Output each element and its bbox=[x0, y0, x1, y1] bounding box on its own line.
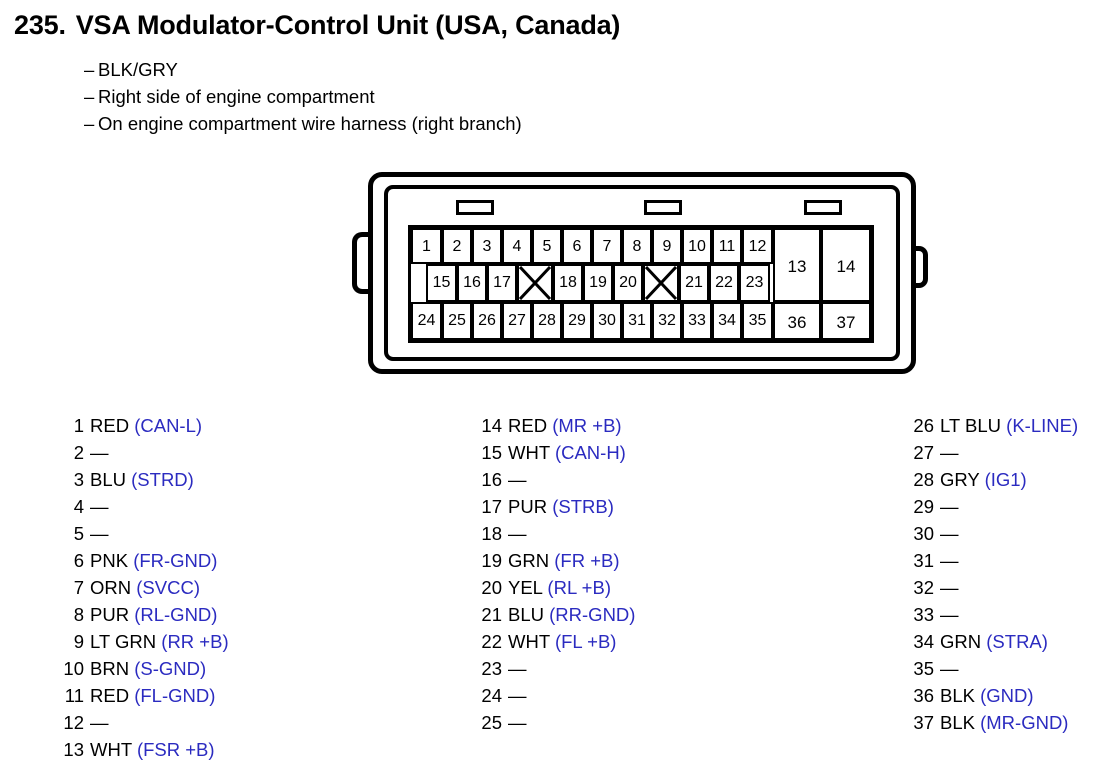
pin-list-item bbox=[58, 682, 229, 709]
pin-cell: 26 bbox=[472, 302, 502, 340]
pin-wire-color: — bbox=[90, 496, 109, 517]
pin-signal: (MR +B) bbox=[552, 415, 622, 436]
pin-cell: 6 bbox=[562, 228, 592, 264]
pin-cell-large: 36 bbox=[773, 302, 821, 340]
pin-cell: 17 bbox=[487, 264, 517, 302]
pin-cell-large: 13 bbox=[773, 228, 821, 302]
pin-cell: 34 bbox=[712, 302, 742, 340]
pin-list-item bbox=[58, 439, 229, 466]
pin-list-item bbox=[58, 412, 229, 439]
pin-cell: 10 bbox=[682, 228, 712, 264]
pin-wire-color: BLU bbox=[508, 604, 544, 625]
pin-list-item bbox=[58, 736, 229, 763]
pin-wire-color: BRN bbox=[90, 658, 130, 679]
pin-cell: 5 bbox=[532, 228, 562, 264]
page-title bbox=[14, 10, 620, 41]
pin-wire-color: — bbox=[508, 469, 527, 490]
pin-number: 9 bbox=[73, 631, 84, 652]
pin-wire-color: — bbox=[940, 577, 959, 598]
connector-notch bbox=[804, 200, 842, 215]
pin-list-item bbox=[908, 547, 1078, 574]
pin-list-item bbox=[58, 655, 229, 682]
pin-number: 15 bbox=[481, 442, 502, 463]
pin-signal: (RR +B) bbox=[161, 631, 229, 652]
pin-list-item bbox=[476, 412, 635, 439]
pin-signal: (S-GND) bbox=[134, 658, 207, 679]
pin-list-item bbox=[58, 628, 229, 655]
pin-wire-color: RED bbox=[90, 415, 130, 436]
pin-cell: 32 bbox=[652, 302, 682, 340]
pin-list-item bbox=[908, 709, 1078, 736]
pin-wire-color: — bbox=[508, 523, 527, 544]
pin-number: 6 bbox=[73, 550, 84, 571]
pin-cell: 35 bbox=[742, 302, 773, 340]
pin-wire-color: LT BLU bbox=[940, 415, 1002, 436]
pin-list-item bbox=[476, 628, 635, 655]
pin-list-item bbox=[58, 520, 229, 547]
pin-signal: (CAN-H) bbox=[554, 442, 626, 463]
pin-signal: (STRB) bbox=[552, 496, 614, 517]
pin-cell: 30 bbox=[592, 302, 622, 340]
pin-number: 16 bbox=[481, 469, 502, 490]
pin-number: 7 bbox=[73, 577, 84, 598]
pin-number: 30 bbox=[913, 523, 934, 544]
dash-glyph: – bbox=[84, 59, 95, 80]
pin-number: 27 bbox=[913, 442, 934, 463]
pin-number: 22 bbox=[481, 631, 502, 652]
pin-list-item bbox=[908, 466, 1078, 493]
pin-number: 28 bbox=[913, 469, 934, 490]
pin-list-item bbox=[476, 466, 635, 493]
pin-wire-color: — bbox=[940, 523, 959, 544]
pin-list-item bbox=[58, 601, 229, 628]
pin-number: 26 bbox=[913, 415, 934, 436]
pin-list-item bbox=[908, 628, 1078, 655]
pin-wire-color: RED bbox=[90, 685, 130, 706]
pin-wire-color: YEL bbox=[508, 577, 543, 598]
pin-number: 23 bbox=[481, 658, 502, 679]
pin-number: 17 bbox=[481, 496, 502, 517]
pin-wire-color: PUR bbox=[90, 604, 130, 625]
pin-wire-color: GRN bbox=[508, 550, 550, 571]
pin-wire-color: — bbox=[940, 442, 959, 463]
pin-number: 4 bbox=[73, 496, 84, 517]
pin-number: 24 bbox=[481, 685, 502, 706]
pin-list-item bbox=[58, 547, 229, 574]
pin-cell-large: 37 bbox=[821, 302, 871, 340]
pin-cell: 15 bbox=[426, 264, 457, 302]
pin-list-item bbox=[908, 601, 1078, 628]
pin-wire-color: — bbox=[508, 712, 527, 733]
pin-cell: 3 bbox=[472, 228, 502, 264]
pin-signal: (FL +B) bbox=[554, 631, 617, 652]
page-title-text: VSA Modulator-Control Unit (USA, Canada) bbox=[75, 10, 621, 40]
pin-cell: 19 bbox=[583, 264, 613, 302]
pin-signal: (GND) bbox=[980, 685, 1034, 706]
pin-signal: (CAN-L) bbox=[134, 415, 203, 436]
note-item bbox=[84, 110, 522, 137]
pin-cell-blocked bbox=[643, 264, 679, 302]
pin-cell: 1 bbox=[411, 228, 442, 264]
pin-wire-color: BLK bbox=[940, 685, 975, 706]
pin-list-item bbox=[58, 709, 229, 736]
pin-list-item bbox=[908, 682, 1078, 709]
pin-list-item bbox=[58, 574, 229, 601]
pin-grid bbox=[408, 225, 874, 343]
pin-signal: (FR-GND) bbox=[133, 550, 218, 571]
pin-number: 25 bbox=[481, 712, 502, 733]
pin-signal: (FL-GND) bbox=[134, 685, 216, 706]
pin-number: 11 bbox=[64, 685, 84, 706]
pin-signal: (SVCC) bbox=[136, 577, 200, 598]
notes-list bbox=[84, 56, 522, 137]
pin-cell: 24 bbox=[411, 302, 442, 340]
pin-list-item bbox=[908, 574, 1078, 601]
pin-cell: 7 bbox=[592, 228, 622, 264]
pin-wire-color: — bbox=[90, 523, 109, 544]
pin-cell: 22 bbox=[709, 264, 739, 302]
pin-cell: 23 bbox=[739, 264, 770, 302]
note-text: BLK/GRY bbox=[98, 59, 178, 80]
pin-number: 2 bbox=[73, 442, 84, 463]
pin-number: 10 bbox=[63, 658, 84, 679]
pin-wire-color: ORN bbox=[90, 577, 132, 598]
pin-list-item bbox=[908, 412, 1078, 439]
connector-diagram bbox=[352, 172, 932, 377]
pin-cell: 2 bbox=[442, 228, 472, 264]
connector-notch bbox=[644, 200, 682, 215]
page-title-number: 235. bbox=[14, 10, 66, 40]
pin-list-item bbox=[476, 709, 635, 736]
pin-wire-color: — bbox=[940, 550, 959, 571]
note-text: Right side of engine compartment bbox=[98, 86, 375, 107]
pin-cell: 11 bbox=[712, 228, 742, 264]
pin-cell: 20 bbox=[613, 264, 643, 302]
pin-cell: 21 bbox=[679, 264, 709, 302]
connector-notch bbox=[456, 200, 494, 215]
pin-wire-color: WHT bbox=[90, 739, 132, 760]
pin-cell: 29 bbox=[562, 302, 592, 340]
pin-list-item bbox=[908, 520, 1078, 547]
pin-wire-color: PUR bbox=[508, 496, 548, 517]
pin-number: 5 bbox=[73, 523, 84, 544]
pin-number: 19 bbox=[481, 550, 502, 571]
pin-list-item bbox=[476, 655, 635, 682]
pin-cell: 12 bbox=[742, 228, 773, 264]
pin-number: 33 bbox=[913, 604, 934, 625]
pin-cell: 4 bbox=[502, 228, 532, 264]
pin-cell: 28 bbox=[532, 302, 562, 340]
pin-list-column-2 bbox=[476, 412, 635, 736]
pin-list-item bbox=[476, 574, 635, 601]
pin-signal: (RL +B) bbox=[547, 577, 611, 598]
pin-number: 1 bbox=[73, 415, 84, 436]
pin-number: 12 bbox=[63, 712, 84, 733]
pin-wire-color: GRN bbox=[940, 631, 982, 652]
pin-wire-color: — bbox=[90, 712, 109, 733]
pin-number: 8 bbox=[73, 604, 84, 625]
pin-list-column-1 bbox=[58, 412, 229, 763]
pin-signal: (IG1) bbox=[984, 469, 1027, 490]
pin-cell: 16 bbox=[457, 264, 487, 302]
pin-cell-blocked bbox=[517, 264, 553, 302]
pin-number: 13 bbox=[63, 739, 84, 760]
pin-list-item bbox=[476, 547, 635, 574]
pin-number: 31 bbox=[913, 550, 934, 571]
pin-list-item bbox=[58, 493, 229, 520]
pin-wire-color: — bbox=[508, 685, 527, 706]
pin-cell: 18 bbox=[553, 264, 583, 302]
pin-wire-color: — bbox=[940, 658, 959, 679]
dash-glyph: – bbox=[84, 113, 95, 134]
pin-cell: 33 bbox=[682, 302, 712, 340]
pin-wire-color: — bbox=[90, 442, 109, 463]
pin-number: 21 bbox=[481, 604, 502, 625]
pin-signal: (FSR +B) bbox=[136, 739, 215, 760]
pin-number: 34 bbox=[913, 631, 934, 652]
pin-number: 32 bbox=[913, 577, 934, 598]
pin-number: 18 bbox=[481, 523, 502, 544]
pin-cell: 9 bbox=[652, 228, 682, 264]
pin-wire-color: BLK bbox=[940, 712, 975, 733]
pin-wire-color: LT GRN bbox=[90, 631, 157, 652]
pin-list-item bbox=[476, 439, 635, 466]
pin-list-item bbox=[908, 439, 1078, 466]
pin-list-item bbox=[476, 601, 635, 628]
pin-list-item bbox=[476, 520, 635, 547]
pin-list-item bbox=[476, 493, 635, 520]
pin-wire-color: BLU bbox=[90, 469, 126, 490]
pin-cell-large: 14 bbox=[821, 228, 871, 302]
pin-list-item bbox=[908, 493, 1078, 520]
pin-wire-color: PNK bbox=[90, 550, 129, 571]
pin-list-column-3 bbox=[908, 412, 1078, 736]
note-item bbox=[84, 83, 522, 110]
pin-signal: (STRA) bbox=[986, 631, 1048, 652]
pin-wire-color: GRY bbox=[940, 469, 980, 490]
pin-wire-color: WHT bbox=[508, 442, 550, 463]
pin-signal: (RL-GND) bbox=[134, 604, 218, 625]
pin-number: 29 bbox=[913, 496, 934, 517]
note-item bbox=[84, 56, 522, 83]
pin-wire-color: — bbox=[508, 658, 527, 679]
note-text: On engine compartment wire harness (right branch) bbox=[98, 113, 522, 134]
pin-number: 35 bbox=[913, 658, 934, 679]
pin-number: 20 bbox=[481, 577, 502, 598]
pin-number: 14 bbox=[481, 415, 502, 436]
pin-signal: (STRD) bbox=[131, 469, 194, 490]
pin-signal: (K-LINE) bbox=[1006, 415, 1079, 436]
pin-wire-color: — bbox=[940, 496, 959, 517]
pin-number: 3 bbox=[73, 469, 84, 490]
pin-wire-color: RED bbox=[508, 415, 548, 436]
pin-cell: 27 bbox=[502, 302, 532, 340]
pin-list-item bbox=[908, 655, 1078, 682]
pin-number: 37 bbox=[913, 712, 934, 733]
dash-glyph: – bbox=[84, 86, 95, 107]
pin-wire-color: — bbox=[940, 604, 959, 625]
pin-list-item bbox=[476, 682, 635, 709]
pin-signal: (FR +B) bbox=[554, 550, 620, 571]
pin-number: 36 bbox=[913, 685, 934, 706]
pin-signal: (MR-GND) bbox=[980, 712, 1069, 733]
pin-wire-color: WHT bbox=[508, 631, 550, 652]
pin-cell: 25 bbox=[442, 302, 472, 340]
pin-signal: (RR-GND) bbox=[549, 604, 636, 625]
pin-cell: 31 bbox=[622, 302, 652, 340]
pin-list-item bbox=[58, 466, 229, 493]
pin-cell: 8 bbox=[622, 228, 652, 264]
